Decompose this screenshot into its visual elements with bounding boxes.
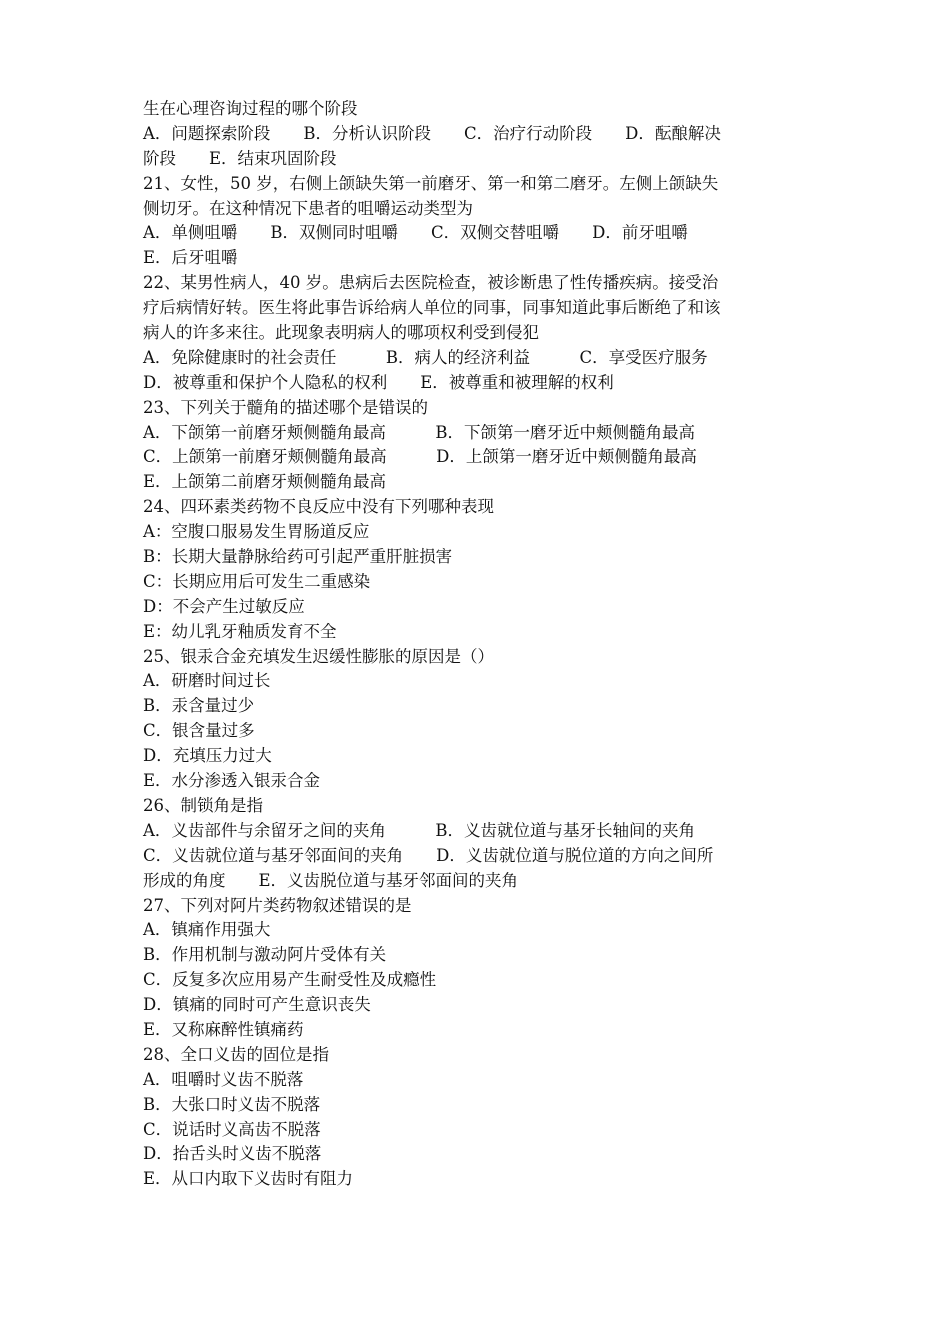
question-28: 28、全口义齿的固位是指 [143, 1044, 329, 1064]
text-line: A．镇痛作用强大 [143, 920, 271, 940]
text-line: D：不会产生过敏反应 [143, 596, 305, 616]
text-line: 阶段 E．结束巩固阶段 [143, 148, 337, 168]
text-line: E．从口内取下义齿时有阻力 [143, 1169, 354, 1189]
document-page [143, 97, 813, 1192]
text-line: C．银含量过多 [143, 721, 255, 741]
text-line: D．充填压力过大 [143, 746, 272, 766]
text-line: A．问题探索阶段 B．分析认识阶段 C．治疗行动阶段 D．酝酿解决 [143, 123, 721, 143]
text-line: E．水分渗透入银汞合金 [143, 771, 321, 791]
question-24: 24、四环素类药物不良反应中没有下列哪种表现 [143, 497, 494, 517]
text-line: A．研磨时间过长 [143, 671, 271, 691]
text-line: 侧切牙。在这种情况下患者的咀嚼运动类型为 [143, 198, 473, 218]
question-25: 25、银汞合金充填发生迟缓性膨胀的原因是（） [143, 646, 494, 666]
text-line: E．又称麻醉性镇痛药 [143, 1019, 304, 1039]
text-line: E．上颌第二前磨牙颊侧髓角最高 [143, 472, 387, 492]
question-26: 26、制锁角是指 [143, 795, 263, 815]
text-line: C．义齿就位道与基牙邻面间的夹角 D．义齿就位道与脱位道的方向之间所 [143, 845, 714, 865]
text-line: E：幼儿乳牙釉质发育不全 [143, 621, 337, 641]
text-line: B．大张口时义齿不脱落 [143, 1094, 321, 1114]
question-23: 23、下列关于髓角的描述哪个是错误的 [143, 397, 428, 417]
text-line: 病人的许多来往。此现象表明病人的哪项权利受到侵犯 [143, 323, 539, 343]
text-line: D．被尊重和保护个人隐私的权利 E．被尊重和被理解的权利 [143, 372, 614, 392]
text-line: A：空腹口服易发生胃肠道反应 [143, 522, 370, 542]
text-line: C．说话时义高齿不脱落 [143, 1119, 321, 1139]
text-line: D．镇痛的同时可产生意识丧失 [143, 995, 371, 1015]
text-line: D．抬舌头时义齿不脱落 [143, 1144, 322, 1164]
text-line: 疗后病情好转。医生将此事告诉给病人单位的同事，同事知道此事后断绝了和该 [143, 298, 721, 318]
text-line: A．咀嚼时义齿不脱落 [143, 1069, 304, 1089]
text-line: A．义齿部件与余留牙之间的夹角 B．义齿就位道与基牙长轴间的夹角 [143, 820, 696, 840]
text-line: B．作用机制与激动阿片受体有关 [143, 945, 387, 965]
text-line: 形成的角度 E．义齿脱位道与基牙邻面间的夹角 [143, 870, 519, 890]
text-line: 生在心理咨询过程的哪个阶段 [143, 99, 358, 118]
question-21: 21、女性，50 岁，右侧上颌缺失第一前磨牙、第一和第二磨牙。左侧上颌缺失 [143, 173, 719, 193]
text-line: C．反复多次应用易产生耐受性及成瘾性 [143, 970, 437, 990]
question-22: 22、某男性病人，40 岁。患病后去医院检查，被诊断患了性传播疾病。接受治 [143, 273, 719, 293]
question-27: 27、下列对阿片类药物叙述错误的是 [143, 895, 412, 915]
text-line: C：长期应用后可发生二重感染 [143, 571, 371, 591]
text-line: A．单侧咀嚼 B．双侧同时咀嚼 C．双侧交替咀嚼 D．前牙咀嚼 [143, 223, 688, 243]
text-line: A．免除健康时的社会责任 B．病人的经济利益 C．享受医疗服务 [143, 347, 708, 367]
text-line: E．后牙咀嚼 [143, 248, 238, 268]
text-line: C．上颌第一前磨牙颊侧髓角最高 D．上颌第一磨牙近中颊侧髓角最高 [143, 447, 697, 467]
text-line: B：长期大量静脉给药可引起严重肝脏损害 [143, 547, 453, 567]
text-line: B．汞含量过少 [143, 696, 255, 716]
text-line: A．下颌第一前磨牙颊侧髓角最高 B．下颌第一磨牙近中颊侧髓角最高 [143, 422, 696, 442]
